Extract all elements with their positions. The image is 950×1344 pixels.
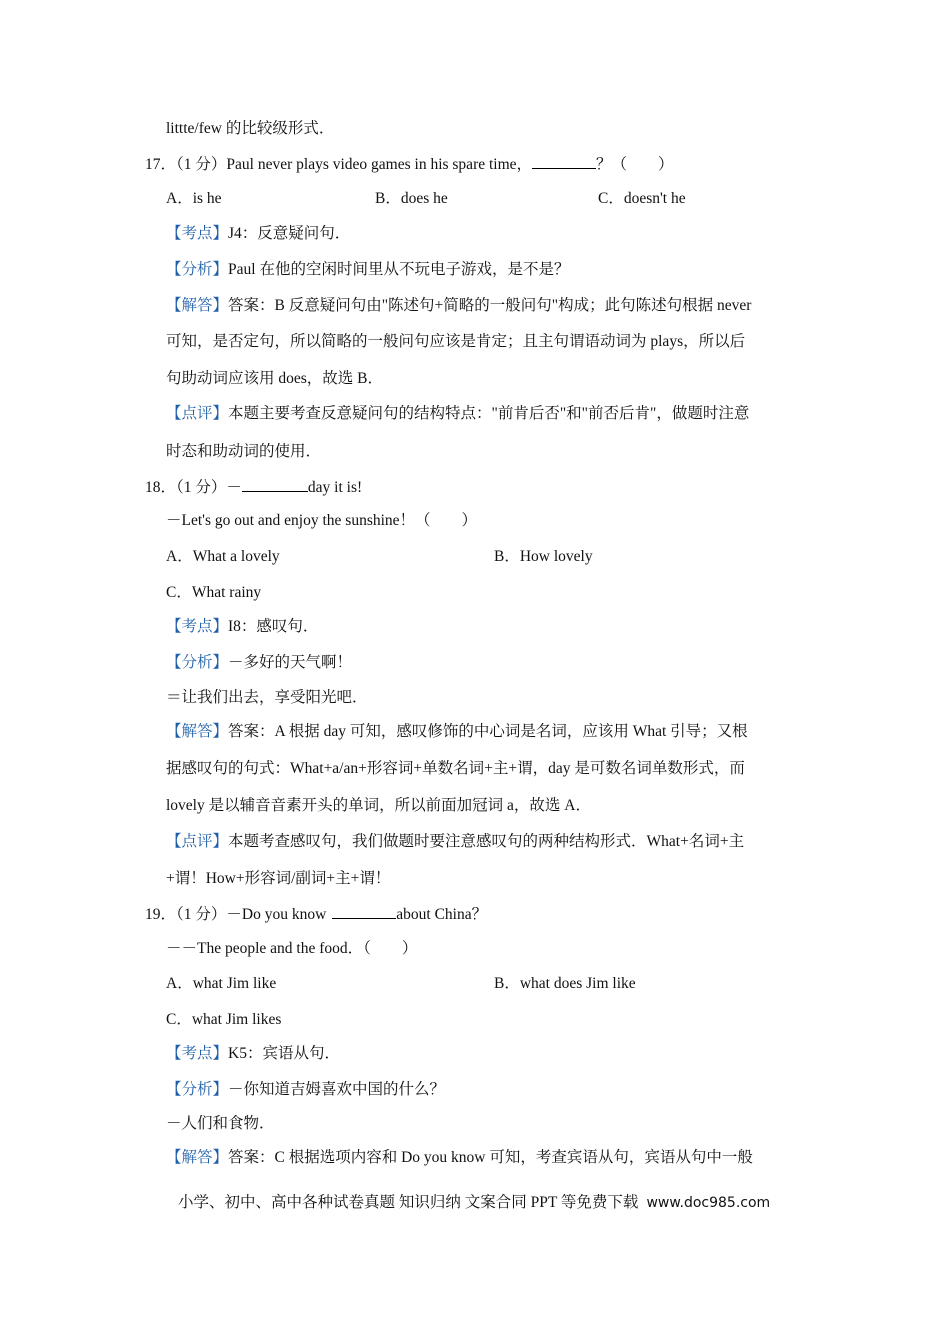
footer-url[interactable]: www.doc985.com [646, 1195, 771, 1211]
option-a: A．is he [166, 190, 222, 207]
fenxi-text-cont: －人们和食物． [166, 1115, 275, 1132]
fenxi-tag: 【分析】 [166, 654, 229, 671]
question-text: about China？ [396, 906, 488, 923]
jieda-line [166, 1147, 753, 1169]
kaodian-text: J4：反意疑问句． [228, 225, 351, 242]
dianping-text: 本题主要考查反意疑问句的结构特点："前肯后否"和"前否后肯"，做题时注意 [228, 405, 750, 422]
question-18-line2: －Let's go out and enjoy the sunshine！（ ） [166, 512, 478, 529]
question-text: day it is! [307, 479, 363, 496]
kaodian-text: K5：宾语从句． [228, 1045, 340, 1062]
fenxi-text-cont: ＝让我们出去，享受阳光吧． [166, 689, 368, 706]
option-a: A．what Jim like [166, 975, 277, 992]
option-c: C．doesn't he [598, 190, 686, 207]
dianping-tag: 【点评】 [166, 833, 229, 850]
answer-blank [332, 903, 396, 919]
jieda-text: 答案：C 根据选项内容和 Do you know 可知，考查宾语从句，宾语从句中一般 [228, 1149, 753, 1166]
dianping-tag: 【点评】 [166, 405, 229, 422]
dianping-line [166, 831, 744, 853]
option-c: C．What rainy [166, 584, 262, 601]
footer-text: 小学、初中、高中各种试卷真题 知识归纳 文案合同 PPT 等免费下载 [178, 1194, 639, 1211]
fenxi-line [166, 652, 352, 674]
question-19-line2: －－The people and the food．（ ） [166, 940, 418, 957]
dianping-line [166, 403, 749, 425]
kaodian-tag: 【考点】 [166, 1045, 229, 1062]
jieda-text-cont: lovely 是以辅音音素开头的单词，所以前面加冠词 a，故选 A． [166, 797, 591, 814]
question-text-end: ？（ ） [596, 156, 674, 173]
option-b: B．does he [375, 190, 448, 207]
jieda-text-cont: 可知，是否定句，所以简略的一般问句应该是肯定；且主句谓语动词为 plays，所以后 [166, 333, 746, 350]
jieda-tag: 【解答】 [166, 297, 229, 314]
jieda-tag: 【解答】 [166, 723, 229, 740]
dianping-text: 本题考查感叹句，我们做题时要注意感叹句的两种结构形式．What+名词+主 [228, 833, 745, 850]
answer-blank [532, 153, 596, 169]
question-number: 18． [145, 479, 177, 496]
kaodian-line [166, 616, 318, 638]
question-text: Paul never plays video games in his spare time， [226, 156, 533, 173]
fenxi-text: Paul 在他的空闲时间里从不玩电子游戏，是不是？ [228, 261, 570, 278]
kaodian-line [166, 223, 350, 245]
fenxi-tag: 【分析】 [166, 261, 229, 278]
question-score: （1 分）－ [176, 479, 242, 496]
jieda-text-cont: 句助动词应该用 does，故选 B． [166, 370, 384, 387]
kaodian-line [166, 1043, 340, 1065]
jieda-tag: 【解答】 [166, 1149, 229, 1166]
page-footer [178, 1190, 770, 1212]
jieda-text: 答案：B 反意疑问句由"陈述句+简略的一般问句"构成；此句陈述句根据 never [228, 297, 752, 314]
question-number: 17． [145, 156, 177, 173]
question-17-stem [145, 153, 674, 176]
fenxi-tag: 【分析】 [166, 1081, 229, 1098]
kaodian-tag: 【考点】 [166, 225, 229, 242]
dianping-text-cont: +谓！How+形容词/副词+主+谓！ [166, 870, 391, 887]
fenxi-line [166, 1079, 445, 1101]
fenxi-text: －多好的天气啊！ [228, 654, 353, 671]
jieda-line [166, 721, 748, 743]
question-score: （1 分） [176, 156, 227, 173]
question-19-stem [145, 903, 487, 926]
carry-over-line: littte/few 的比较级形式． [166, 120, 335, 137]
jieda-text-cont: 据感叹句的句式：What+a/an+形容词+单数名词+主+谓，day 是可数名词单数形式，而 [166, 760, 745, 777]
dianping-text-cont: 时态和助动词的使用． [166, 443, 322, 460]
question-number: 19． [145, 906, 177, 923]
option-c: C．what Jim likes [166, 1011, 282, 1028]
kaodian-text: I8：感叹句． [228, 618, 319, 635]
question-18-stem [145, 476, 362, 499]
jieda-line [166, 295, 751, 317]
kaodian-tag: 【考点】 [166, 618, 229, 635]
option-b: B．How lovely [494, 548, 593, 565]
question-score: （1 分）－Do you know [176, 906, 327, 923]
option-b: B．what does Jim like [494, 975, 636, 992]
jieda-text: 答案：A 根据 day 可知，感叹修饰的中心词是名词，应该用 What 引导；又根 [228, 723, 748, 740]
option-a: A．What a lovely [166, 548, 280, 565]
answer-blank [242, 476, 308, 492]
fenxi-line [166, 259, 569, 281]
fenxi-text: －你知道吉姆喜欢中国的什么？ [228, 1081, 446, 1098]
